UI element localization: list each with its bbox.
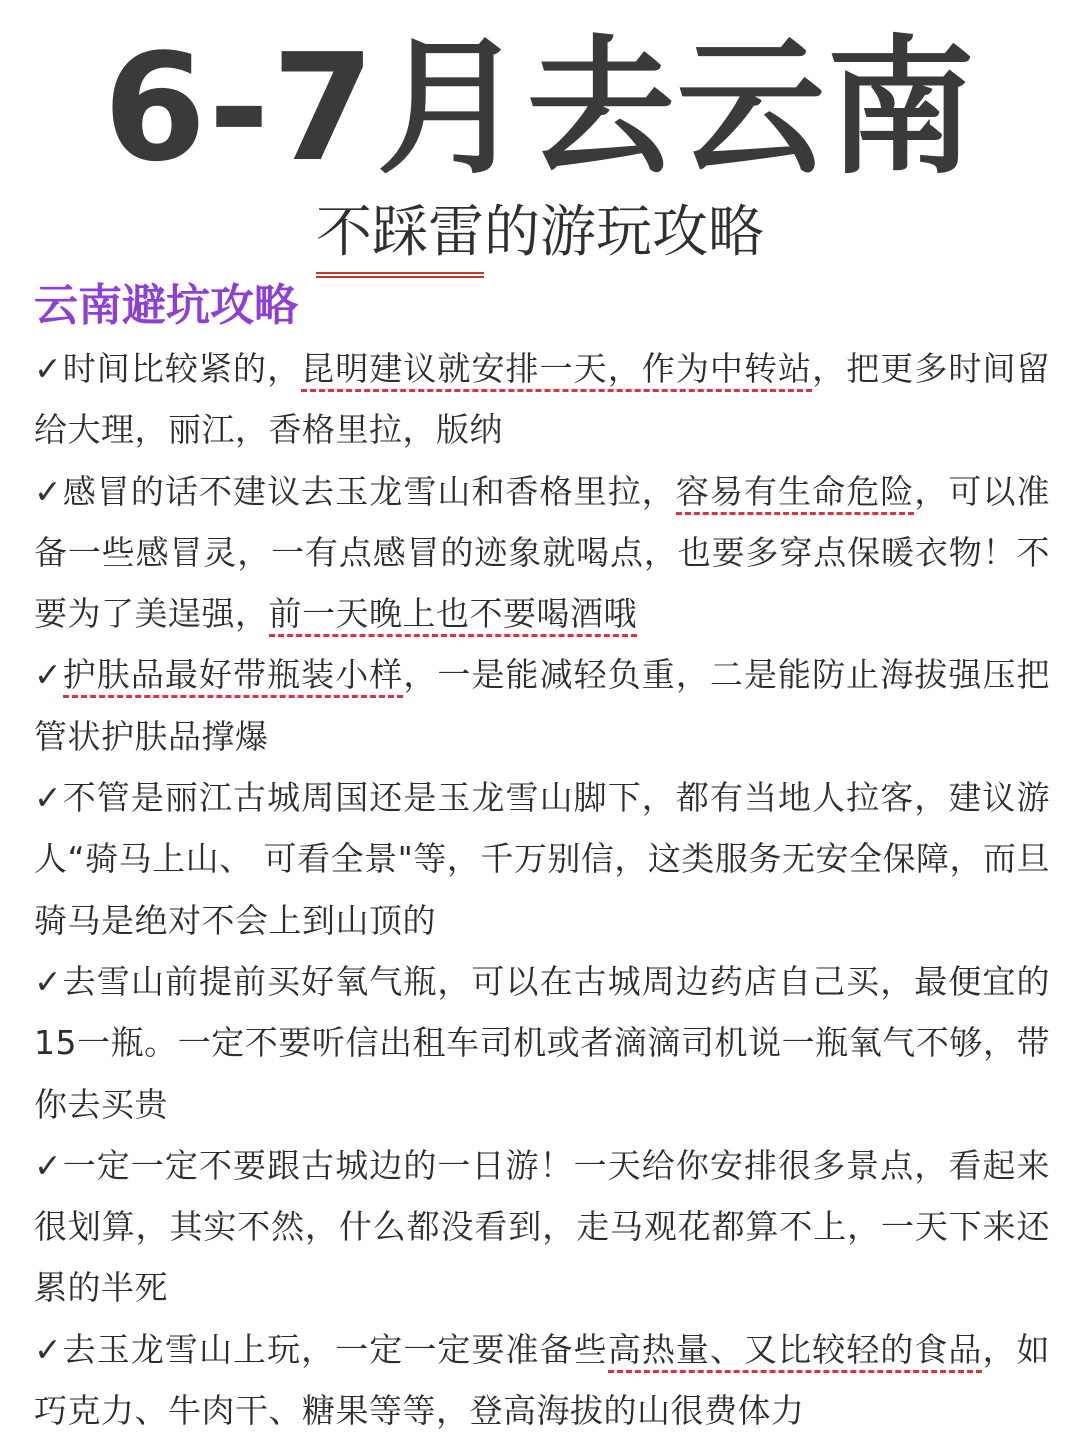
- check-icon: ✓: [34, 961, 63, 1001]
- tip-text: 去雪山前提前买好氧气瓶，可以在古城周边药店自己买，最便宜的 15一瓶。一定不要听信出租车司机或者滴滴司机说一瓶氧气不够，带你去买贵: [34, 961, 1050, 1124]
- tip-item: [34, 1135, 1050, 1319]
- tip-item: [34, 338, 1050, 461]
- tip-highlight: 容易有生命危险: [676, 472, 914, 515]
- tip-item: [34, 644, 1050, 767]
- tip-text: ，如巧克力、牛肉干、糖果等等，登高海拔的山很费体力: [34, 1329, 1051, 1431]
- tips-list: [34, 338, 1050, 1440]
- tip-text: ，一是能减轻负重，二是能防止海拔强压把管状护肤品撑爆: [34, 655, 1051, 756]
- tip-text: 感冒的话不建议去玉龙雪山和香格里拉，: [62, 471, 676, 511]
- tip-text: 不管是丽江古城周国还是玉龙雪山脚下，都有当地人拉客，建议游人“骑马上山、 可看全景"等，千万别信，这类服务无安全保障，而旦骑马是绝对不会上到山顶的: [34, 778, 1050, 940]
- check-icon: ✓: [34, 655, 63, 695]
- tip-item: [34, 951, 1050, 1135]
- tip-item: [34, 767, 1050, 951]
- section-heading: 云南避坑攻略: [34, 280, 298, 331]
- subtitle-underlined: 不踩雷: [316, 200, 484, 278]
- tip-text: ，把更多时间留给大理，丽江，香格里拉，版纳: [34, 349, 1051, 450]
- tip-highlight: 护肤品最好带瓶装小样: [63, 655, 404, 698]
- tip-text: 去玉龙雪山上玩，一定一定要准备些: [62, 1329, 608, 1369]
- tip-text: 一定一定不要跟古城边的一日游！一天给你安排很多景点，看起来很划算，其实不然，什么都没看到，走马观花都算不上，一天下来还累的半死: [34, 1145, 1050, 1308]
- tip-highlight: 高热量、又比较轻的食品: [608, 1330, 983, 1373]
- check-icon: ✓: [34, 1145, 63, 1185]
- tip-highlight: 前一天晚上也不要喝酒哦: [269, 594, 638, 637]
- page-title: 6-7月去云南: [103, 22, 977, 194]
- check-icon: ✓: [34, 778, 63, 818]
- check-icon: ✓: [34, 471, 63, 511]
- tip-item: [34, 461, 1050, 645]
- subtitle: [0, 196, 1080, 270]
- tip-text: ，可以准备一些感冒灵，一有点感冒的迹象就喝点，也要多穿点保暖衣物！不要为了美逞强，: [34, 471, 1051, 634]
- tip-item: [34, 1319, 1050, 1440]
- check-icon: ✓: [34, 1329, 63, 1369]
- subtitle-rest: 的游玩攻略: [484, 200, 764, 265]
- check-icon: ✓: [34, 349, 63, 388]
- tip-highlight: 昆明建议就安排一天，作为中转站: [301, 349, 812, 392]
- tip-text: 时间比较紧的，: [62, 349, 302, 388]
